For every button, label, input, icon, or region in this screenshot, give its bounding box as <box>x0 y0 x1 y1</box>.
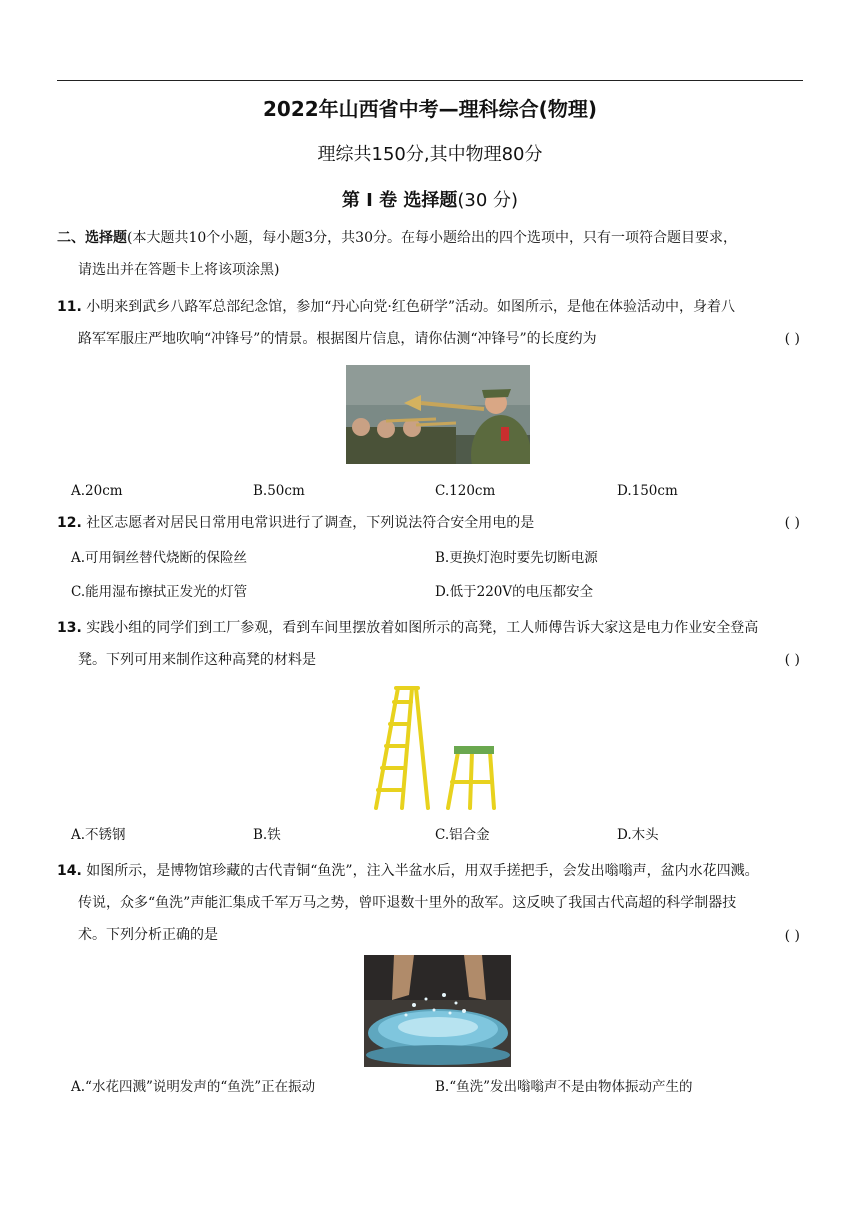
question-11 <box>57 291 807 355</box>
option-14-a: A.“水花四溅”说明发声的“鱼洗”正在振动 <box>71 1079 316 1095</box>
question-text-line: 传说，众多“鱼洗”声能汇集成千军万马之势，曾吓退数十里外的敌军。这反映了我国古代高超的科学制器技 <box>78 895 737 911</box>
option-12-c: C.能用湿布擦拭正发光的灯管 <box>71 584 248 600</box>
question-14 <box>57 855 807 951</box>
answer-bracket: ( ) <box>784 331 800 347</box>
exam-title: 2022年山西省中考—理科综合(物理) <box>263 97 597 121</box>
question-text-line: 实践小组的同学们到工厂参观，看到车间里摆放着如图所示的高凳，工人师傅告诉大家这是电力作业安全登高 <box>86 620 759 636</box>
question-text-line: 社区志愿者对居民日常用电常识进行了调查，下列说法符合安全用电的是 <box>86 515 535 531</box>
option-11-c: C.120cm <box>435 483 496 499</box>
section-instructions-line-2: 请选出并在答题卡上将该项涂黑) <box>78 262 280 278</box>
section-label: 二、选择题 <box>57 230 127 246</box>
question-number: 13. <box>57 620 82 636</box>
part-title-score: (30 分) <box>457 190 519 211</box>
option-14-b: B.“鱼洗”发出嗡嗡声不是由物体振动产生的 <box>435 1079 693 1095</box>
answer-bracket: ( ) <box>784 928 800 944</box>
part-title <box>0 186 860 212</box>
question-13 <box>57 612 807 676</box>
option-13-d: D.木头 <box>617 827 659 843</box>
top-rule <box>57 80 803 81</box>
option-13-c: C.铝合金 <box>435 827 490 843</box>
option-11-d: D.150cm <box>617 483 678 499</box>
question-12 <box>57 507 807 539</box>
option-12-b: B.更换灯泡时要先切断电源 <box>435 550 598 566</box>
question-number: 12. <box>57 515 82 531</box>
answer-bracket: ( ) <box>784 652 800 668</box>
option-12-d: D.低于220V的电压都安全 <box>435 584 594 600</box>
option-11-b: B.50cm <box>253 483 305 499</box>
question-number: 11. <box>57 299 82 315</box>
question-text-line: 路军军服庄严地吹响“冲锋号”的情景。根据图片信息，请你估测“冲锋号”的长度约为 <box>78 331 597 347</box>
option-13-a: A.不锈钢 <box>71 827 126 843</box>
exam-subtitle: 理综共150分,其中物理80分 <box>317 144 543 165</box>
section-instructions <box>57 222 807 286</box>
answer-bracket: ( ) <box>784 515 800 531</box>
question-text-line: 如图所示，是博物馆珍藏的古代青铜“鱼洗”，注入半盆水后，用双手搓把手，会发出嗡嗡声，盆内水花四溅。 <box>86 863 759 879</box>
question-number: 14. <box>57 863 82 879</box>
section-instructions-line-1: (本大题共10个小题，每小题3分，共30分。在每小题给出的四个选项中，只有一项符合题目要求， <box>127 230 737 246</box>
question-text-line: 凳。下列可用来制作这种高凳的材料是 <box>78 652 316 668</box>
bugle-photo <box>346 365 530 464</box>
option-13-b: B.铁 <box>253 827 281 843</box>
ladder-photo <box>366 682 502 812</box>
option-11-a: A.20cm <box>71 483 123 499</box>
option-12-a: A.可用铜丝替代烧断的保险丝 <box>71 550 248 566</box>
part-title-main: 第 I 卷 选择题 <box>341 190 458 211</box>
question-text-line: 术。下列分析正确的是 <box>78 927 218 943</box>
question-text-line: 小明来到武乡八路军总部纪念馆，参加“丹心向党·红色研学”活动。如图所示，是他在体验活动中，身着八 <box>86 299 736 315</box>
bronze-basin-photo <box>364 955 511 1067</box>
